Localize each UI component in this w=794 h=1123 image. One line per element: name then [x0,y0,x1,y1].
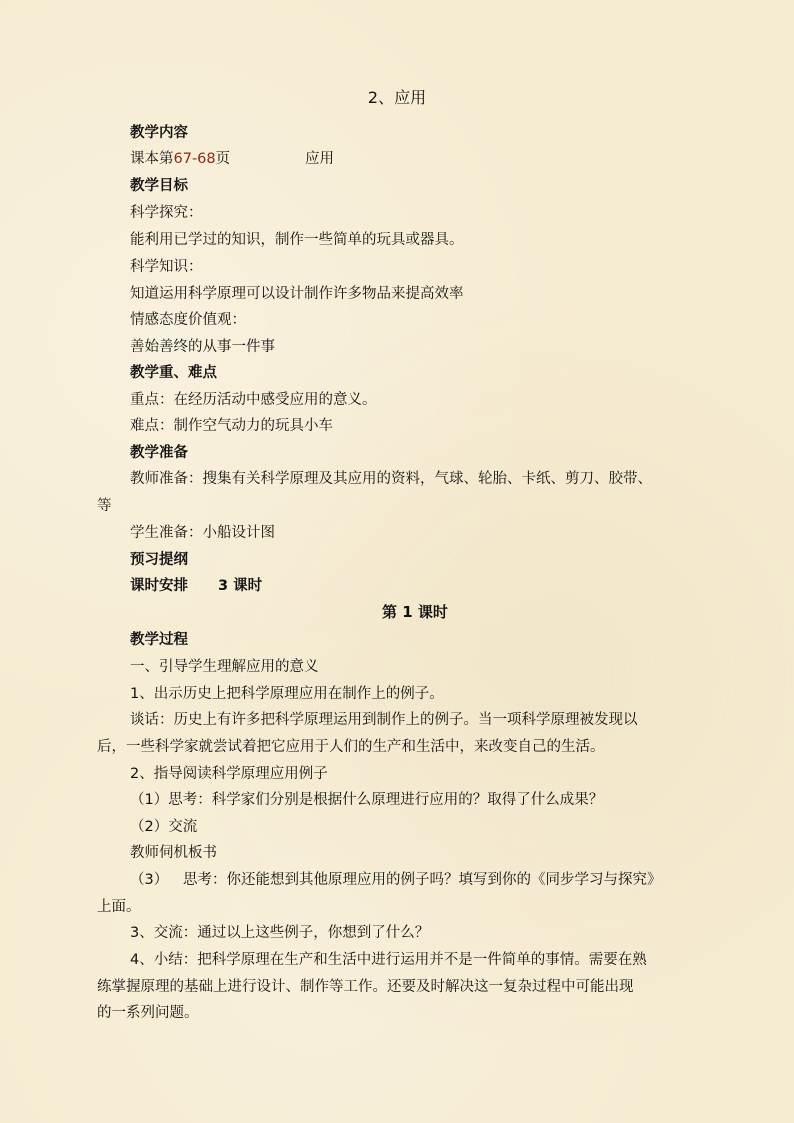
teacher-preparation-line1: 教师准备：搜集有关科学原理及其应用的资料，气球、轮胎、卡纸、剪刀、胶带、 [130,471,652,487]
preparation-heading: 教学准备 [130,445,188,461]
process-line: 上面。 [97,899,141,915]
process-line: （2）交流 [130,819,198,835]
key-points-heading: 教学重、难点 [130,365,217,381]
page-title: 2、应用 [367,88,427,107]
textbook-prefix: 课本第 [130,151,174,167]
process-line: 后，一些科学家就尝试着把它应用于人们的生产和生活中，来改变自己的生活。 [97,739,605,755]
teaching-content-topic: 应用 [305,151,334,167]
attitude-label: 情感态度价值观： [130,312,246,328]
difficulty-text: 难点：制作空气动力的玩具小车 [130,418,333,434]
schedule-label: 课时安排 [130,578,188,594]
process-heading: 教学过程 [130,632,188,648]
process-line: 1、出示历史上把科学原理应用在制作上的例子。 [130,686,444,702]
textbook-pages: 67-68 [173,151,216,167]
textbook-page-suffix: 页 [215,151,231,167]
inquiry-text: 能利用已学过的知识，制作一些简单的玩具或器具。 [130,232,464,248]
inquiry-label: 科学探究： [130,205,203,221]
preview-heading: 预习提纲 [130,552,188,568]
process-line: 练掌握原理的基础上进行设计、制作等工作。还要及时解决这一复杂过程中可能出现 [97,979,634,995]
process-line: （1）思考：科学家们分别是根据什么原理进行应用的？取得了什么成果？ [130,792,604,808]
teaching-content-line [130,149,230,169]
process-line: 的一系列问题。 [97,1005,199,1021]
objectives-heading: 教学目标 [130,178,188,194]
process-line: 2、指导阅读科学原理应用例子 [130,766,328,782]
process-line: （3） [130,872,169,888]
process-line: 谈话：历史上有许多把科学原理运用到制作上的例子。当一项科学原理被发现以 [130,712,638,728]
attitude-text: 善始善终的从事一件事 [130,339,275,355]
process-line: 一、引导学生理解应用的意义 [130,659,319,675]
knowledge-label: 科学知识： [130,259,203,275]
schedule-value: 3 课时 [218,578,263,594]
teacher-preparation-line2: 等 [97,498,112,514]
process-line: 3、交流：通过以上这些例子，你想到了什么？ [130,925,430,941]
key-point-text: 重点：在经历活动中感受应用的意义。 [130,392,377,408]
teaching-content-heading: 教学内容 [130,125,188,141]
process-line: 教师伺机板书 [130,845,217,861]
student-preparation: 学生准备：小船设计图 [130,525,275,541]
process-line: 4、小结：把科学原理在生产和生活中进行运用并不是一件简单的事情。需要在熟 [130,952,647,968]
knowledge-text: 知道运用科学原理可以设计制作许多物品来提高效率 [130,286,464,302]
process-line: 思考：你还能想到其他原理应用的例子吗？填写到你的《同步学习与探究》 [183,872,662,888]
lesson-title: 第 1 课时 [382,603,448,621]
